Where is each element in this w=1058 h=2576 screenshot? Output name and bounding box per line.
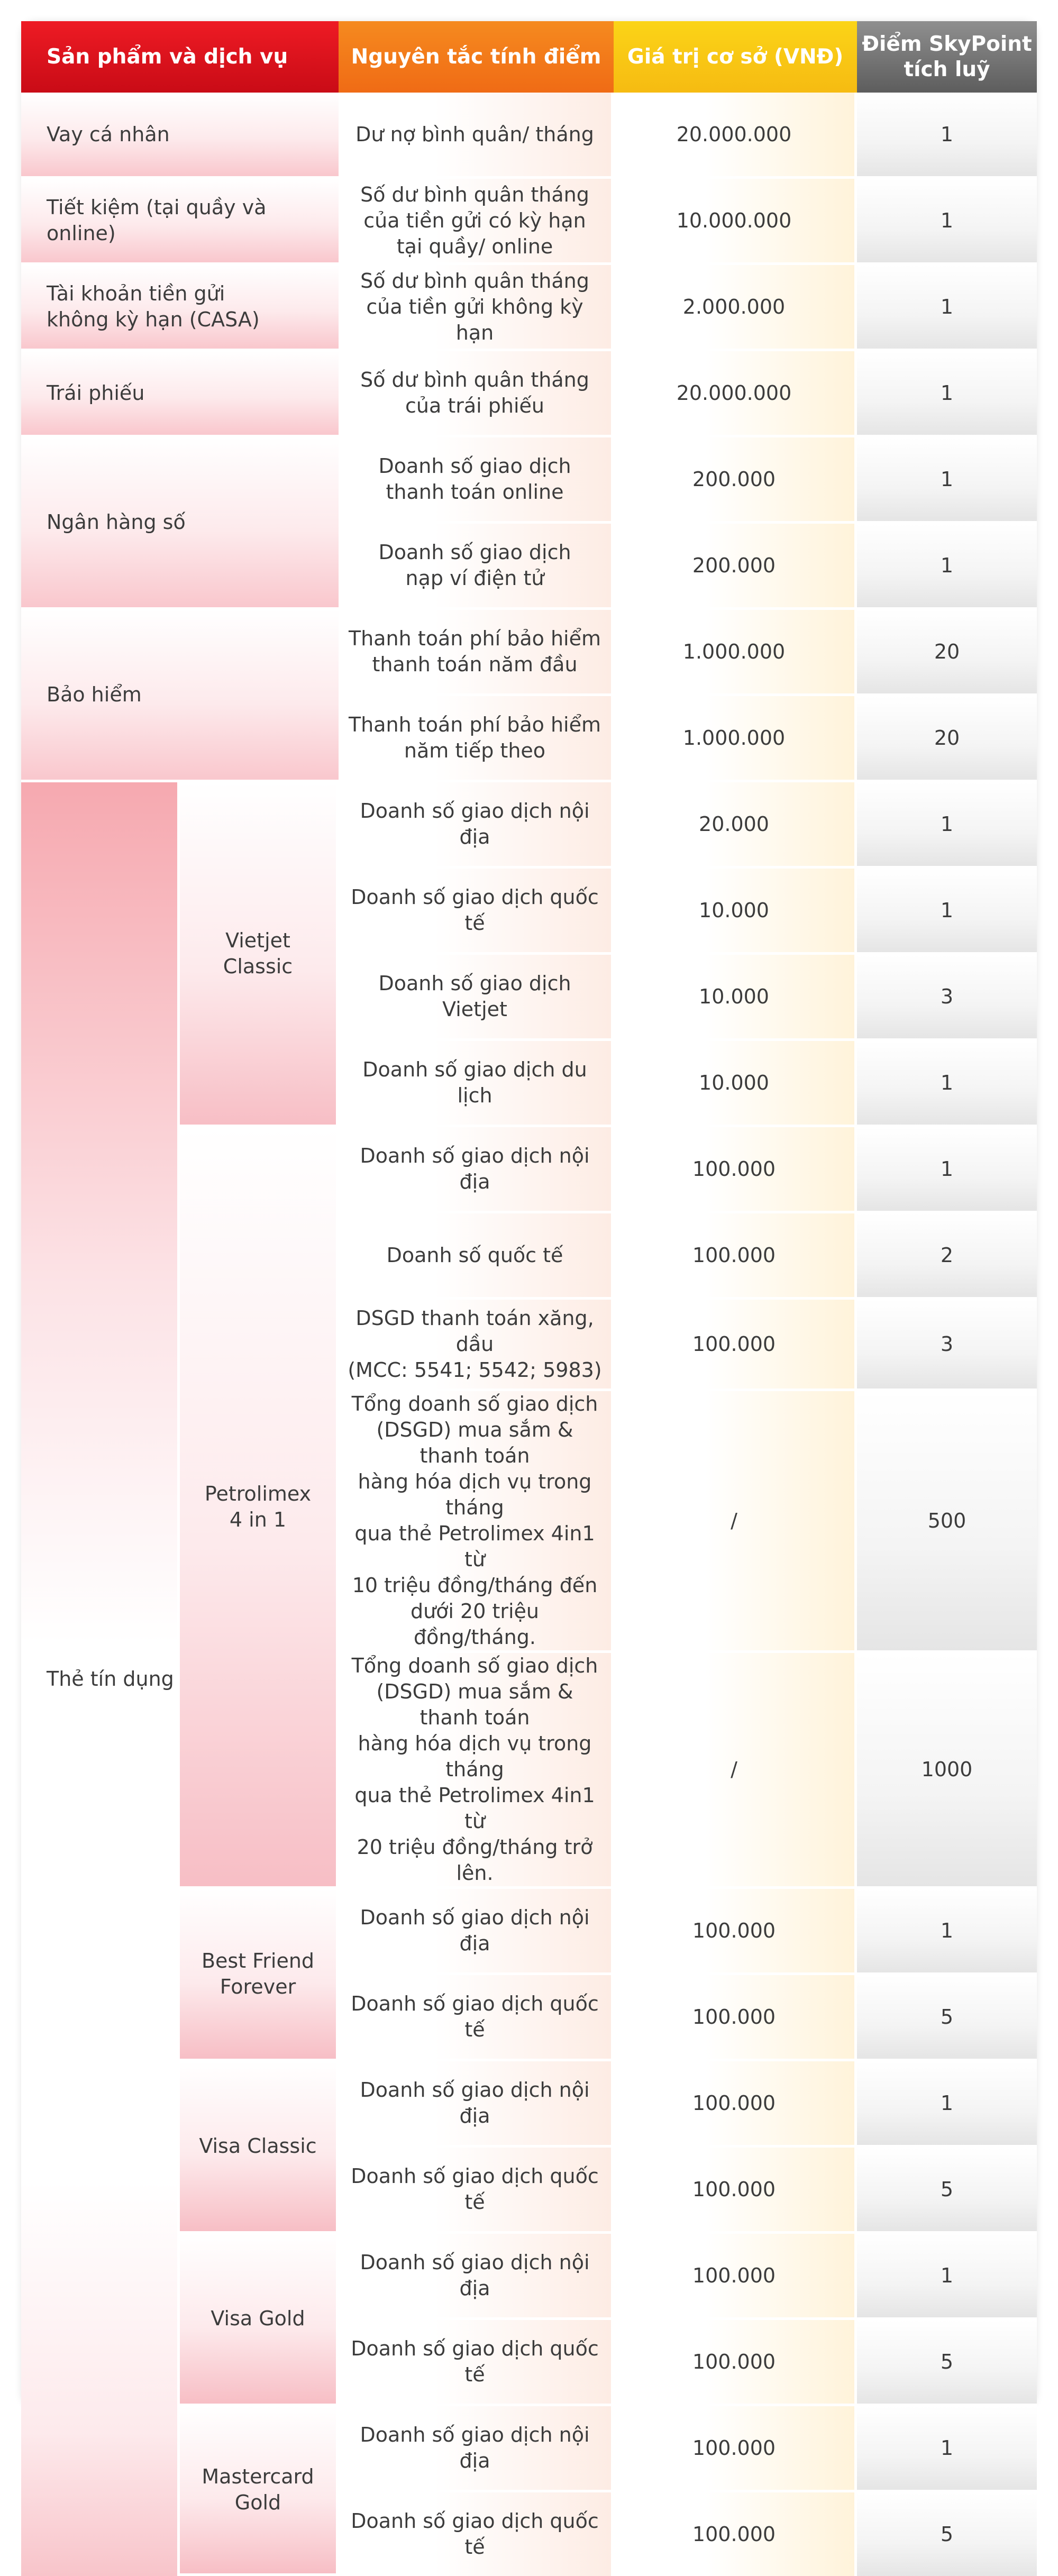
rule-cell: Thanh toán phí bảo hiểm thanh toán năm đầu <box>339 610 614 696</box>
rule-cell: Doanh số giao dịch Vietjet <box>339 955 614 1041</box>
base-value-cell: 20.000.000 <box>614 93 857 179</box>
product-cell: Ngân hàng số <box>21 437 339 610</box>
credit-card-group-cell: Thẻ tín dụng <box>21 782 180 2576</box>
points-cell: 1 <box>857 265 1037 351</box>
points-cell: 1 <box>857 437 1037 524</box>
rule-cell: Doanh số giao dịch quốc tế <box>339 2148 614 2234</box>
header-product: Sản phẩm và dịch vụ <box>21 21 339 93</box>
rule-cell: Doanh số giao dịch quốc tế <box>339 1975 614 2061</box>
header-skypoint: Điểm SkyPoint tích luỹ <box>857 21 1037 93</box>
base-value-cell: 10.000 <box>614 1041 857 1127</box>
points-cell: 1 <box>857 2234 1037 2320</box>
card-name-cell: Vietjet Classic <box>180 782 339 1127</box>
rule-cell: Doanh số giao dịch quốc tế <box>339 869 614 955</box>
product-cell: Tài khoản tiền gửi không kỳ hạn (CASA) <box>21 265 339 351</box>
base-value-cell: 100.000 <box>614 1127 857 1213</box>
rule-cell: Số dư bình quân tháng của tiền gửi có kỳ hạn tại quầy/ online <box>339 179 614 265</box>
base-value-cell: 100.000 <box>614 2320 857 2406</box>
points-cell: 2 <box>857 1213 1037 1300</box>
points-cell: 5 <box>857 2492 1037 2576</box>
base-value-cell: 1.000.000 <box>614 696 857 782</box>
base-value-cell: 100.000 <box>614 1975 857 2061</box>
base-value-cell: 20.000 <box>614 782 857 869</box>
base-value-cell: 100.000 <box>614 1889 857 1975</box>
rule-cell: Doanh số giao dịch nội địa <box>339 2406 614 2492</box>
rule-cell: Doanh số giao dịch quốc tế <box>339 2492 614 2576</box>
points-cell: 1000 <box>857 1653 1037 1889</box>
points-cell: 3 <box>857 1300 1037 1391</box>
points-cell: 5 <box>857 2148 1037 2234</box>
table-row <box>21 265 1037 351</box>
table-row <box>21 93 1037 179</box>
rule-cell: Doanh số quốc tế <box>339 1213 614 1300</box>
product-cell: Trái phiếu <box>21 351 339 437</box>
card-name-cell: Mastercard Gold <box>180 2406 339 2576</box>
points-cell: 3 <box>857 955 1037 1041</box>
points-cell: 5 <box>857 2320 1037 2406</box>
rule-cell: Tổng doanh số giao dịch (DSGD) mua sắm & thanh toán hàng hóa dịch vụ trong tháng qua thẻ Petrolimex 4in1 từ 20 triệu đồng/tháng trở lên. <box>339 1653 614 1889</box>
rule-cell: Doanh số giao dịch nội địa <box>339 1889 614 1975</box>
header-rule: Nguyên tắc tính điểm <box>339 21 614 93</box>
base-value-cell: 100.000 <box>614 2061 857 2148</box>
base-value-cell: 10.000.000 <box>614 179 857 265</box>
rule-cell: Doanh số giao dịch nội địa <box>339 2234 614 2320</box>
rule-cell: Doanh số giao dịch nội địa <box>339 782 614 869</box>
base-value-cell: 10.000 <box>614 869 857 955</box>
base-value-cell: 200.000 <box>614 437 857 524</box>
points-cell: 20 <box>857 696 1037 782</box>
points-cell: 1 <box>857 1041 1037 1127</box>
base-value-cell: 1.000.000 <box>614 610 857 696</box>
rule-cell: Dư nợ bình quân/ tháng <box>339 93 614 179</box>
rule-cell: Doanh số giao dịch quốc tế <box>339 2320 614 2406</box>
base-value-cell: / <box>614 1391 857 1653</box>
rule-cell: Doanh số giao dịch nội địa <box>339 1127 614 1213</box>
card-name-cell: Petrolimex 4 in 1 <box>180 1127 339 1889</box>
table-row <box>21 351 1037 437</box>
base-value-cell: 200.000 <box>614 524 857 610</box>
base-value-cell: 100.000 <box>614 1300 857 1391</box>
product-cell: Bảo hiểm <box>21 610 339 782</box>
rule-cell: Số dư bình quân tháng của tiền gửi không kỳ hạn <box>339 265 614 351</box>
base-value-cell: 100.000 <box>614 2148 857 2234</box>
rule-cell: Doanh số giao dịch nạp ví điện tử <box>339 524 614 610</box>
base-value-cell: 100.000 <box>614 2406 857 2492</box>
table-row <box>21 610 1037 696</box>
points-cell: 5 <box>857 1975 1037 2061</box>
card-name-cell: Best Friend Forever <box>180 1889 339 2061</box>
rule-cell: DSGD thanh toán xăng, dầu (MCC: 5541; 5542; 5983) <box>339 1300 614 1391</box>
points-cell: 1 <box>857 782 1037 869</box>
product-cell: Vay cá nhân <box>21 93 339 179</box>
points-cell: 1 <box>857 2061 1037 2148</box>
table-header-row <box>21 21 1037 93</box>
rule-cell: Doanh số giao dịch nội địa <box>339 2061 614 2148</box>
table-row <box>21 179 1037 265</box>
rule-cell: Tổng doanh số giao dịch (DSGD) mua sắm & thanh toán hàng hóa dịch vụ trong tháng qua thẻ Petrolimex 4in1 từ 10 triệu đồng/tháng đến dưới 20 triệu đồng/tháng. <box>339 1391 614 1653</box>
base-value-cell: 10.000 <box>614 955 857 1041</box>
product-cell: Tiết kiệm (tại quầy và online) <box>21 179 339 265</box>
rule-cell: Số dư bình quân tháng của trái phiếu <box>339 351 614 437</box>
base-value-cell: 100.000 <box>614 1213 857 1300</box>
points-cell: 1 <box>857 1127 1037 1213</box>
skypoint-table-container <box>21 21 1037 2559</box>
points-cell: 1 <box>857 179 1037 265</box>
table-row <box>21 437 1037 524</box>
base-value-cell: 20.000.000 <box>614 351 857 437</box>
points-cell: 1 <box>857 93 1037 179</box>
base-value-cell: 100.000 <box>614 2234 857 2320</box>
points-cell: 1 <box>857 2406 1037 2492</box>
rule-cell: Doanh số giao dịch du lịch <box>339 1041 614 1127</box>
base-value-cell: 100.000 <box>614 2492 857 2576</box>
card-name-cell: Visa Gold <box>180 2234 339 2406</box>
points-cell: 1 <box>857 351 1037 437</box>
card-name-cell: Visa Classic <box>180 2061 339 2234</box>
header-base-value: Giá trị cơ sở (VNĐ) <box>614 21 857 93</box>
rule-cell: Thanh toán phí bảo hiểm năm tiếp theo <box>339 696 614 782</box>
base-value-cell: 2.000.000 <box>614 265 857 351</box>
points-cell: 1 <box>857 869 1037 955</box>
points-cell: 20 <box>857 610 1037 696</box>
points-cell: 500 <box>857 1391 1037 1653</box>
table-row <box>21 782 1037 869</box>
skypoint-points-table <box>21 21 1037 2576</box>
points-cell: 1 <box>857 524 1037 610</box>
points-cell: 1 <box>857 1889 1037 1975</box>
base-value-cell: / <box>614 1653 857 1889</box>
rule-cell: Doanh số giao dịch thanh toán online <box>339 437 614 524</box>
